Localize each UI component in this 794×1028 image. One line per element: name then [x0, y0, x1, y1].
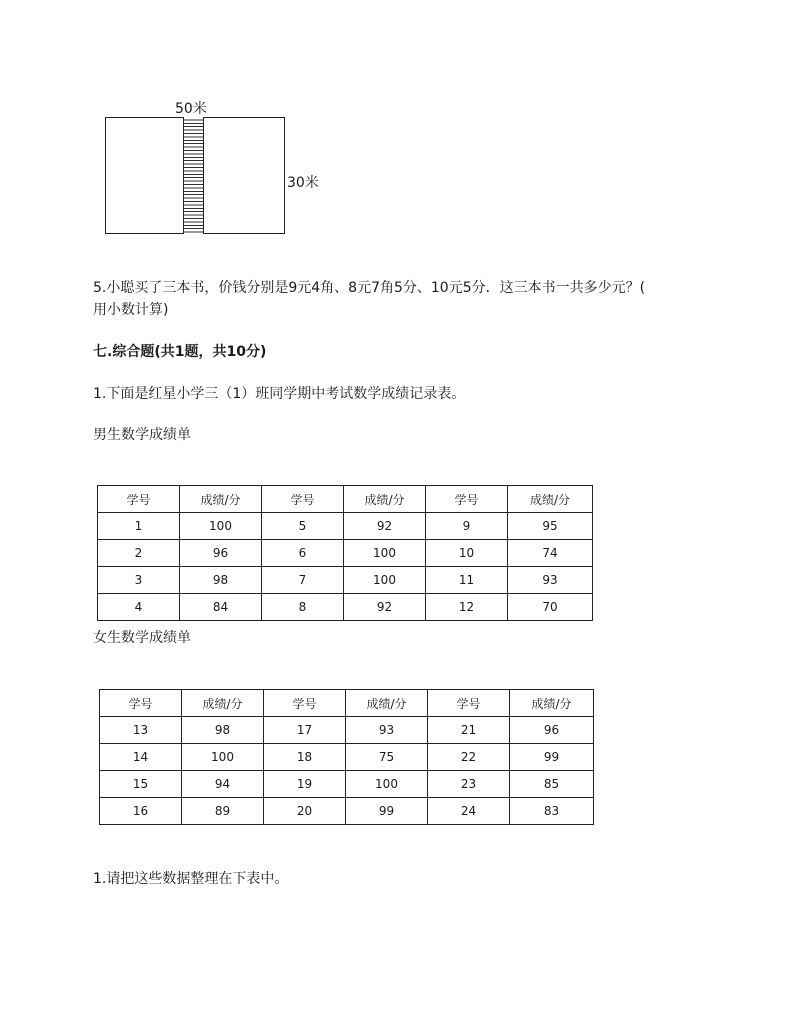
table-cell: 100 — [344, 567, 426, 594]
table-cell: 20 — [264, 798, 346, 825]
table-cell: 75 — [346, 744, 428, 771]
hatched-road-strip — [183, 117, 204, 234]
table-cell: 74 — [508, 540, 593, 567]
table-row — [98, 594, 593, 621]
header-cell: 成绩/分 — [182, 690, 264, 717]
section-7-title: 七.综合题(共1题，共10分) — [93, 344, 267, 360]
table-row — [100, 744, 594, 771]
table-cell: 100 — [344, 540, 426, 567]
table-header-row — [98, 486, 593, 513]
header-cell: 成绩/分 — [508, 486, 593, 513]
table-cell: 95 — [508, 513, 593, 540]
question-5-line-1: 5.小聪买了三本书，价钱分别是9元4角、8元7角5分、10元5分．这三本书一共多少元？( — [93, 280, 646, 296]
table-row — [98, 513, 593, 540]
table-cell: 100 — [182, 744, 264, 771]
table-cell: 24 — [428, 798, 510, 825]
header-cell: 成绩/分 — [344, 486, 426, 513]
header-cell: 学号 — [98, 486, 180, 513]
table-cell: 70 — [508, 594, 593, 621]
table-cell: 96 — [510, 717, 594, 744]
table-cell: 18 — [264, 744, 346, 771]
girls-scores-table — [99, 689, 594, 825]
table-cell: 8 — [262, 594, 344, 621]
header-cell: 成绩/分 — [510, 690, 594, 717]
table-cell: 10 — [426, 540, 508, 567]
table-row — [98, 567, 593, 594]
table-row — [98, 540, 593, 567]
table-cell: 14 — [100, 744, 182, 771]
table-cell: 7 — [262, 567, 344, 594]
table-cell: 22 — [428, 744, 510, 771]
sub-question-1: 1.请把这些数据整理在下表中。 — [93, 871, 289, 887]
question-5-line-2: 用小数计算) — [93, 302, 169, 318]
table-cell: 89 — [182, 798, 264, 825]
girls-table-caption: 女生数学成绩单 — [93, 630, 191, 646]
table-cell: 12 — [426, 594, 508, 621]
header-cell: 成绩/分 — [346, 690, 428, 717]
table-cell: 84 — [180, 594, 262, 621]
header-cell: 学号 — [262, 486, 344, 513]
table-cell: 23 — [428, 771, 510, 798]
table-cell: 2 — [98, 540, 180, 567]
table-cell: 9 — [426, 513, 508, 540]
table-cell: 13 — [100, 717, 182, 744]
table-cell: 1 — [98, 513, 180, 540]
table-cell: 93 — [508, 567, 593, 594]
table-row — [100, 798, 594, 825]
table-cell: 92 — [344, 594, 426, 621]
table-cell: 99 — [346, 798, 428, 825]
question-1-intro: 1.下面是红星小学三（1）班同学期中考试数学成绩记录表。 — [93, 386, 466, 402]
table-cell: 17 — [264, 717, 346, 744]
header-cell: 学号 — [264, 690, 346, 717]
table-header-row — [100, 690, 594, 717]
table-cell: 100 — [180, 513, 262, 540]
table-cell: 5 — [262, 513, 344, 540]
table-cell: 4 — [98, 594, 180, 621]
boys-table-caption: 男生数学成绩单 — [93, 427, 191, 443]
table-cell: 100 — [346, 771, 428, 798]
table-cell: 19 — [264, 771, 346, 798]
table-cell: 11 — [426, 567, 508, 594]
header-cell: 学号 — [100, 690, 182, 717]
table-cell: 98 — [182, 717, 264, 744]
header-cell: 成绩/分 — [180, 486, 262, 513]
table-row — [100, 771, 594, 798]
table-cell: 21 — [428, 717, 510, 744]
table-cell: 6 — [262, 540, 344, 567]
table-cell: 83 — [510, 798, 594, 825]
table-cell: 99 — [510, 744, 594, 771]
width-label: 50米 — [175, 101, 207, 117]
table-row — [100, 717, 594, 744]
table-cell: 98 — [180, 567, 262, 594]
header-cell: 学号 — [428, 690, 510, 717]
table-cell: 3 — [98, 567, 180, 594]
table-cell: 15 — [100, 771, 182, 798]
table-cell: 93 — [346, 717, 428, 744]
header-cell: 学号 — [426, 486, 508, 513]
height-label: 30米 — [287, 175, 319, 191]
table-cell: 96 — [180, 540, 262, 567]
boys-scores-table — [97, 485, 593, 621]
table-cell: 85 — [510, 771, 594, 798]
table-cell: 94 — [182, 771, 264, 798]
table-cell: 16 — [100, 798, 182, 825]
table-cell: 92 — [344, 513, 426, 540]
